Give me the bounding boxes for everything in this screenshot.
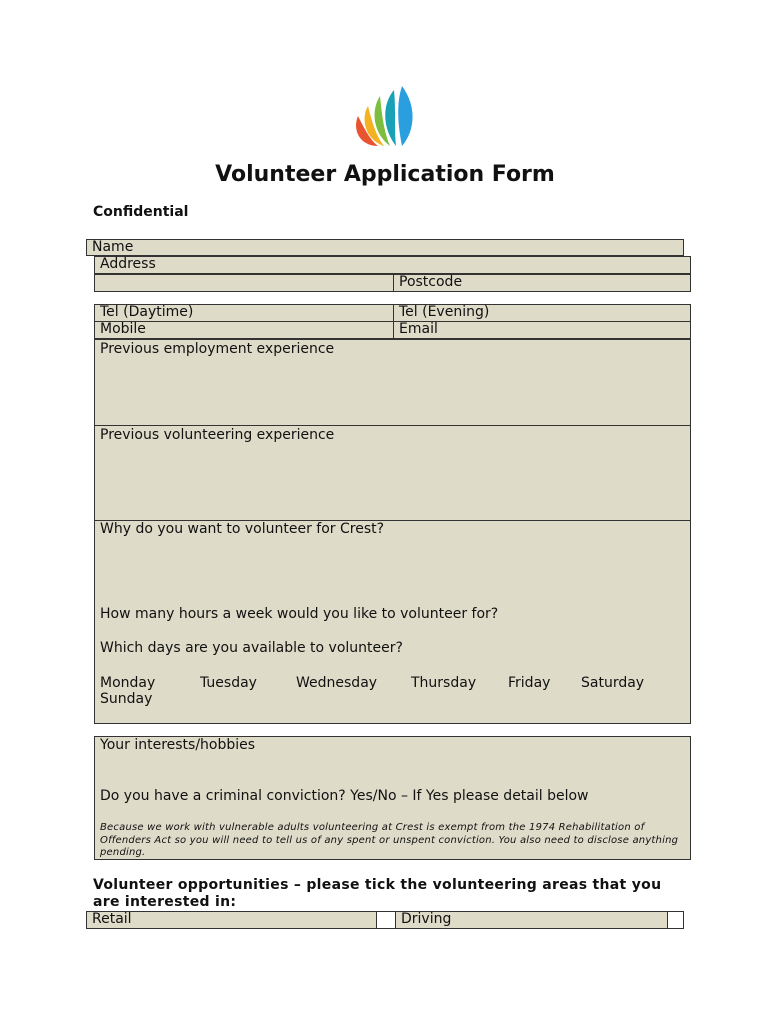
address-line-2-field[interactable] [94,274,394,292]
previous-employment-label: Previous employment experience [100,341,335,357]
day-thursday[interactable]: Thursday [411,675,477,691]
name-label: Name [92,239,134,255]
previous-volunteering-label: Previous volunteering experience [100,427,335,443]
opportunities-heading: Volunteer opportunities – please tick the volunteering areas that you are interested in: [93,877,662,910]
postcode-field[interactable] [393,274,691,292]
driving-checkbox[interactable] [667,911,684,929]
address-label: Address [100,256,156,272]
interests-label: Your interests/hobbies [100,737,256,753]
email-label: Email [399,321,438,337]
previous-employment-field[interactable] [94,339,691,426]
crest-logo [352,86,418,152]
name-field[interactable] [86,239,684,256]
conviction-question: Do you have a criminal conviction? Yes/No – If Yes please detail below [100,788,589,804]
tel-daytime-field[interactable] [94,304,394,322]
tel-evening-label: Tel (Evening) [399,304,490,320]
day-tuesday[interactable]: Tuesday [200,675,257,691]
previous-volunteering-field[interactable] [94,425,691,521]
logo-petal-blue [398,86,412,146]
retail-checkbox[interactable] [376,911,396,929]
day-monday[interactable]: Monday [100,675,156,691]
day-friday[interactable]: Friday [508,675,551,691]
confidential-label: Confidential [93,204,189,220]
conviction-note: Because we work with vulnerable adults volunteering at Crest is exempt from the 1974 Rehabilitation of Offenders Act so you will need to tell us of any spent or unspent conviction. You also need to disclose anything pending. [100,822,679,858]
opportunity-retail [86,911,377,929]
motivation-section[interactable] [94,520,691,724]
days-question: Which days are you available to volunteer? [100,640,403,656]
day-sunday[interactable]: Sunday [100,691,153,707]
retail-label: Retail [92,911,132,927]
why-question: Why do you want to volunteer for Crest? [100,521,385,537]
tel-daytime-label: Tel (Daytime) [100,304,194,320]
mobile-field[interactable] [94,321,394,339]
opportunity-driving [395,911,668,929]
mobile-label: Mobile [100,321,146,337]
day-wednesday[interactable]: Wednesday [296,675,378,691]
day-saturday[interactable]: Saturday [581,675,645,691]
tel-evening-field[interactable] [393,304,691,322]
address-field[interactable] [94,256,691,274]
driving-label: Driving [401,911,452,927]
postcode-label: Postcode [399,274,463,290]
hours-question: How many hours a week would you like to volunteer for? [100,606,499,622]
email-field[interactable] [393,321,691,339]
page-title: Volunteer Application Form [215,162,555,187]
